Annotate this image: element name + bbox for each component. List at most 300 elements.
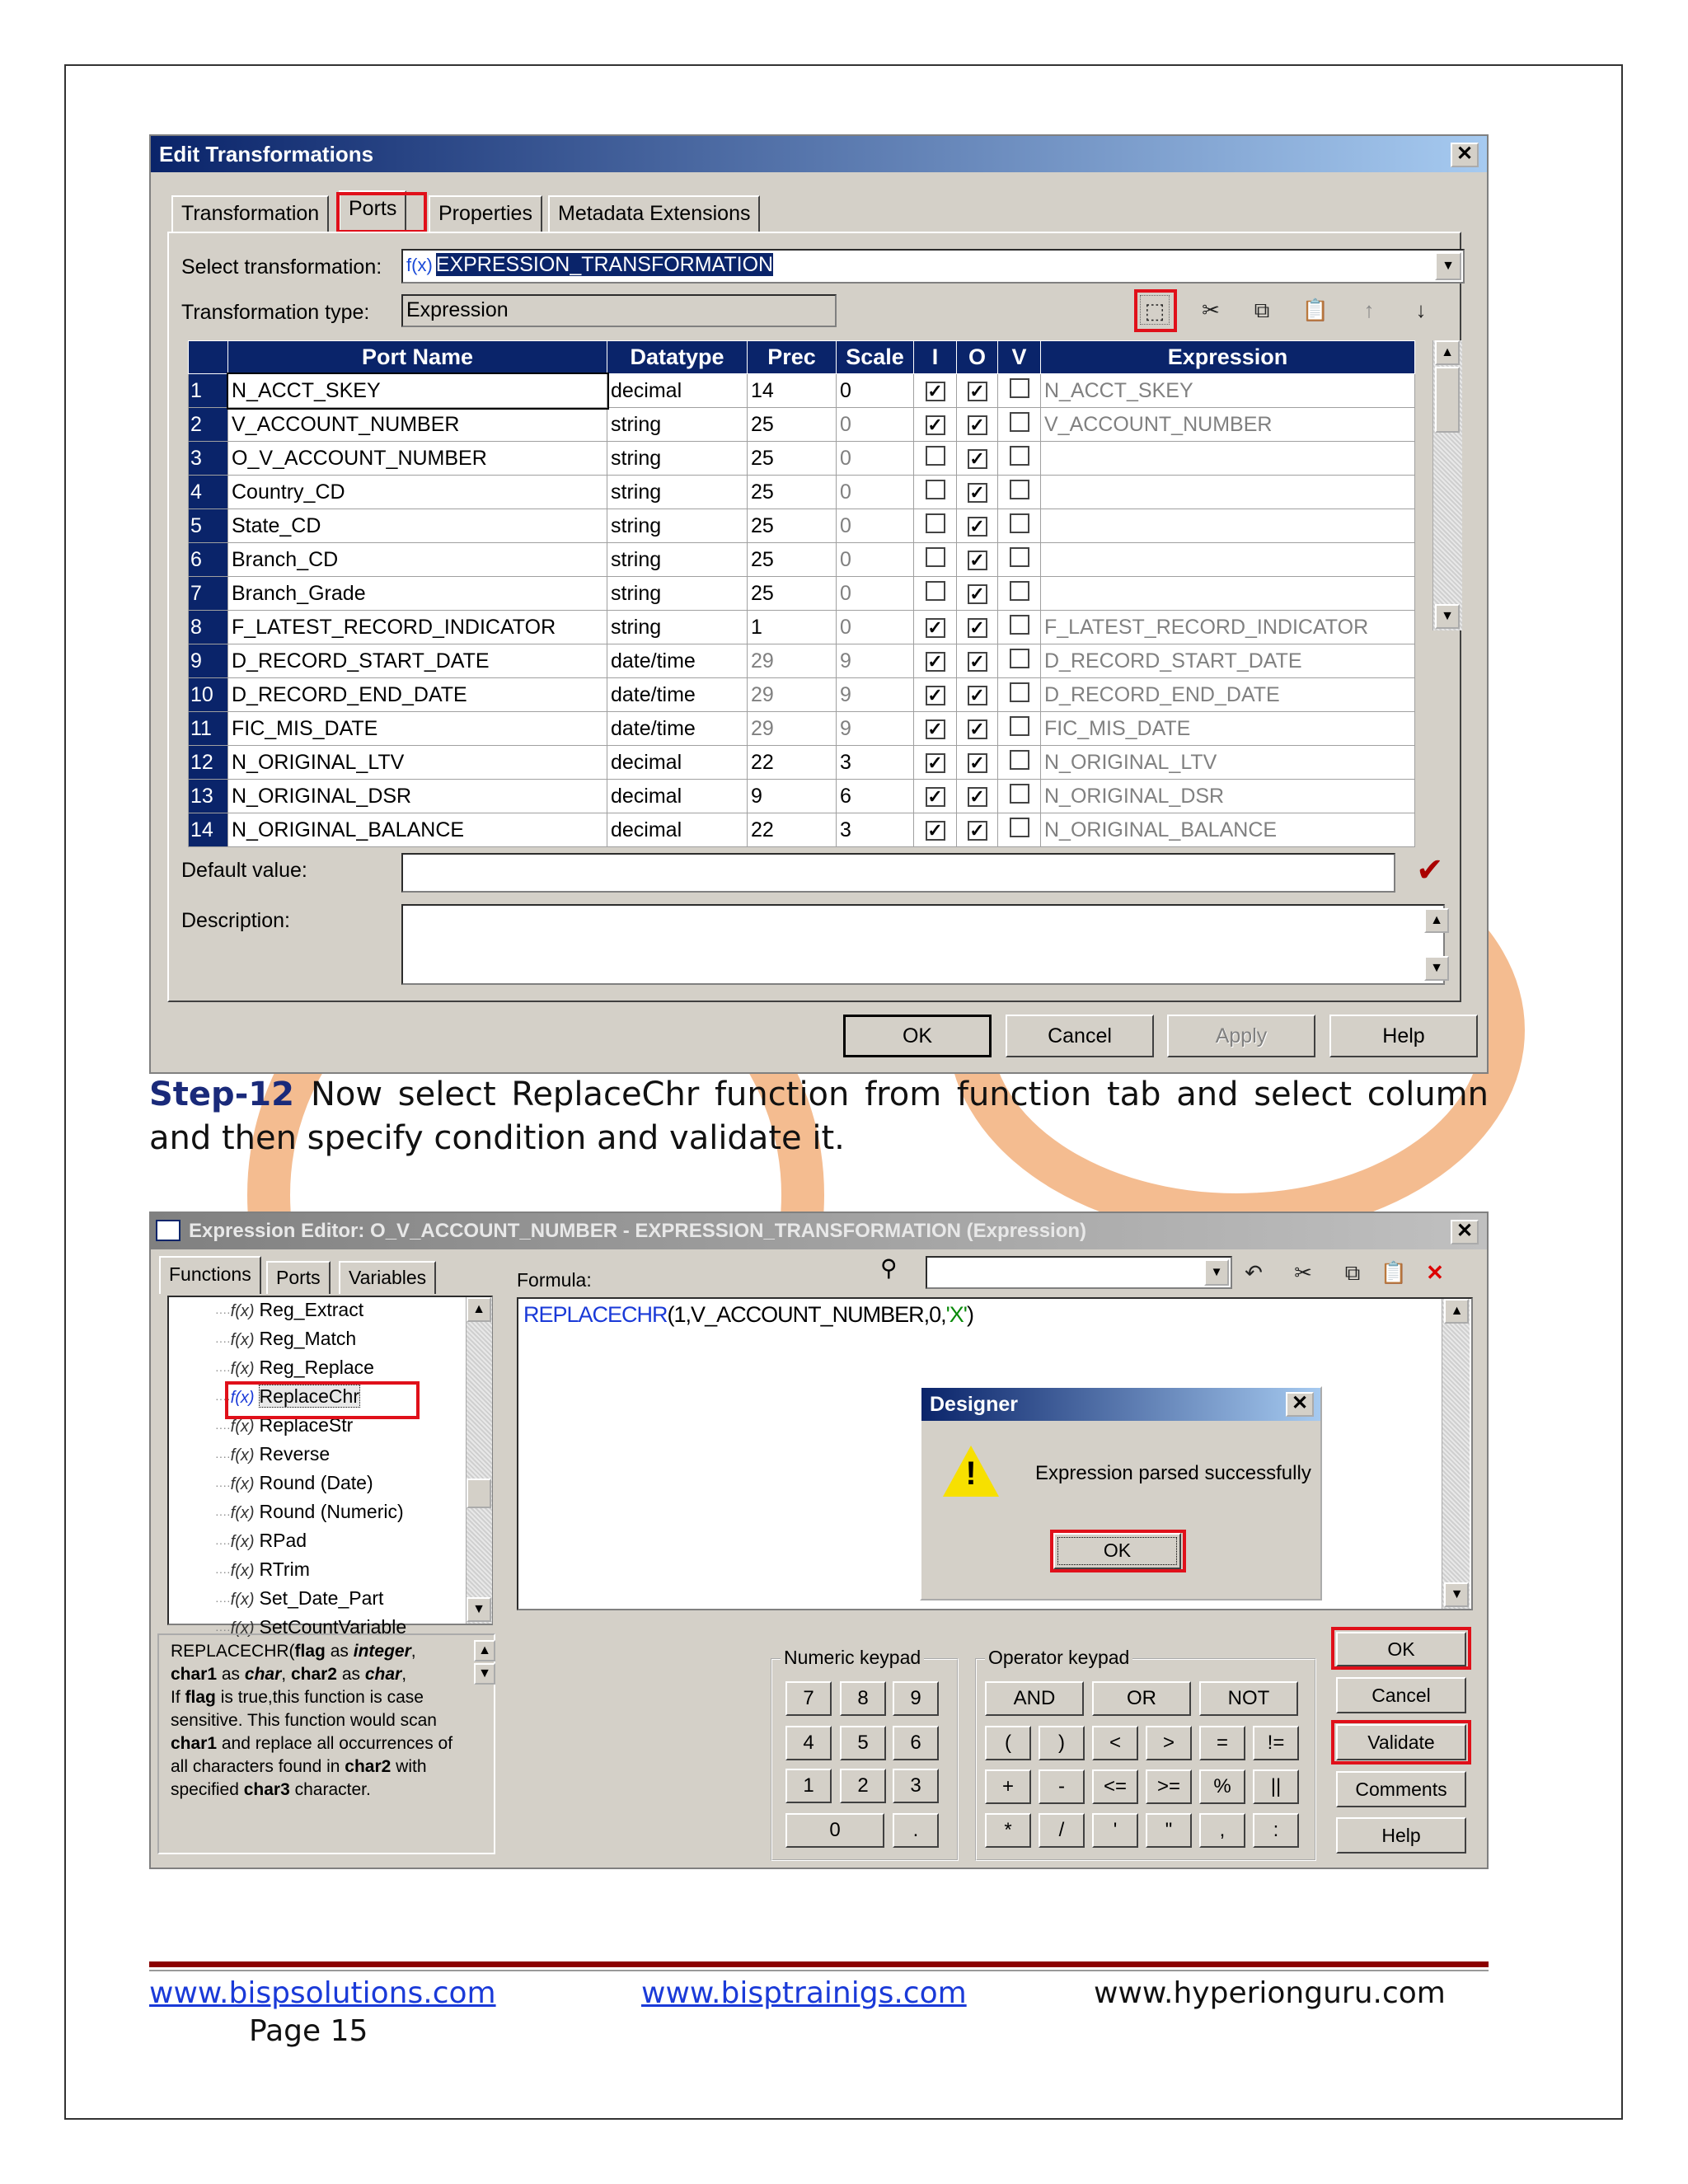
input-checkbox[interactable] [914, 644, 957, 678]
new-port-icon[interactable]: ⬚ [1140, 295, 1170, 325]
output-checkbox[interactable] [957, 780, 998, 813]
checkbox-icon[interactable]: ✓ [926, 415, 945, 435]
window-icon [156, 1220, 181, 1241]
datatype-cell[interactable]: date/time [607, 712, 748, 746]
checkbox-icon[interactable]: ✓ [968, 652, 987, 672]
expression-cell[interactable]: N_ORIGINAL_LTV [1041, 746, 1415, 780]
ok-button[interactable]: OK [843, 1015, 992, 1057]
checkbox-icon[interactable]: ✓ [968, 449, 987, 469]
close-icon[interactable]: ✕ [1451, 143, 1479, 167]
table-row[interactable] [189, 611, 1415, 644]
col-prec[interactable]: Prec [748, 341, 837, 374]
help-scroll-up-icon[interactable]: ▲ [474, 1640, 495, 1661]
help-char2: char2 [290, 1665, 337, 1684]
input-checkbox[interactable] [914, 476, 957, 509]
expression-cell[interactable]: FIC_MIS_DATE [1041, 712, 1415, 746]
scale-cell[interactable]: 0 [837, 509, 914, 543]
numeric-key[interactable]: . [893, 1813, 939, 1848]
editor-paste-icon[interactable]: 📋 [1380, 1260, 1408, 1285]
help-char1: char1 [171, 1665, 218, 1684]
prec-cell[interactable]: 22 [748, 813, 837, 847]
checkbox-icon[interactable]: ✓ [926, 618, 945, 638]
function-item[interactable] [215, 1414, 353, 1436]
output-checkbox[interactable] [957, 442, 998, 476]
output-checkbox[interactable] [957, 644, 998, 678]
output-checkbox[interactable] [957, 374, 998, 408]
output-checkbox[interactable] [957, 712, 998, 746]
col-scale[interactable]: Scale [837, 341, 914, 374]
checkbox-icon[interactable]: ✓ [968, 618, 987, 638]
tab-functions[interactable]: Functions [159, 1256, 261, 1294]
scale-cell[interactable]: 6 [837, 780, 914, 813]
output-checkbox[interactable] [957, 678, 998, 712]
output-checkbox[interactable] [957, 509, 998, 543]
copy-icon[interactable]: ⧉ [1254, 298, 1270, 322]
function-item[interactable] [215, 1587, 383, 1610]
port-name-cell[interactable]: D_RECORD_END_DATE [228, 678, 607, 712]
output-checkbox[interactable] [957, 577, 998, 611]
port-name-cell[interactable]: Branch_CD [228, 543, 607, 577]
function-label: Round (Numeric) [259, 1501, 404, 1522]
table-row[interactable] [189, 408, 1415, 442]
datatype-cell[interactable]: date/time [607, 678, 748, 712]
operator-key[interactable]: , [1199, 1813, 1245, 1848]
functions-tree [167, 1296, 493, 1638]
checkbox-icon[interactable] [1010, 682, 1029, 702]
prec-cell[interactable]: 29 [748, 712, 837, 746]
output-checkbox[interactable] [957, 408, 998, 442]
numeric-key[interactable]: 5 [840, 1726, 886, 1760]
operator-key[interactable]: % [1199, 1769, 1245, 1804]
input-checkbox[interactable] [914, 577, 957, 611]
help-scroll-down-icon[interactable]: ▼ [474, 1663, 495, 1685]
checkbox-icon[interactable]: ✓ [926, 686, 945, 705]
numeric-key[interactable]: 8 [840, 1681, 886, 1716]
formula-scrollbar[interactable] [1442, 1299, 1470, 1609]
operator-key[interactable]: / [1039, 1813, 1085, 1848]
function-item[interactable] [215, 1530, 307, 1552]
functions-scroll-thumb[interactable] [467, 1479, 491, 1508]
variable-checkbox[interactable] [998, 476, 1041, 509]
function-icon: f(x) [230, 1591, 255, 1609]
input-checkbox[interactable] [914, 408, 957, 442]
default-value-label: Default value: [181, 859, 307, 882]
output-checkbox[interactable] [957, 746, 998, 780]
variable-checkbox[interactable] [998, 746, 1041, 780]
operator-word-key[interactable]: AND [985, 1681, 1084, 1716]
scale-cell[interactable]: 0 [837, 408, 914, 442]
datatype-cell[interactable]: string [607, 476, 748, 509]
operator-key[interactable]: " [1146, 1813, 1192, 1848]
help-button[interactable]: Help [1329, 1015, 1478, 1057]
port-name-cell[interactable]: N_ACCT_SKEY [228, 374, 607, 408]
expression-cell[interactable]: V_ACCOUNT_NUMBER [1041, 408, 1415, 442]
function-label: Reg_Replace [259, 1357, 374, 1378]
operator-key[interactable]: - [1039, 1769, 1085, 1804]
functions-scrollbar[interactable] [466, 1297, 492, 1624]
input-checkbox[interactable] [914, 780, 957, 813]
checkbox-icon[interactable] [1010, 649, 1029, 668]
col-output[interactable]: O [957, 341, 998, 374]
prec-cell[interactable]: 25 [748, 509, 837, 543]
function-item[interactable] [215, 1299, 363, 1321]
description-scroll-down-icon[interactable]: ▼ [1424, 956, 1449, 981]
table-row[interactable] [189, 577, 1415, 611]
tab-ports-editor[interactable]: Ports [266, 1261, 331, 1294]
function-item[interactable] [215, 1472, 373, 1494]
variable-checkbox[interactable] [998, 644, 1041, 678]
tree-connector: ···· [215, 1565, 231, 1578]
editor-copy-icon[interactable]: ⧉ [1344, 1260, 1361, 1285]
checkbox-icon[interactable]: ✓ [968, 584, 987, 604]
prec-cell[interactable]: 1 [748, 611, 837, 644]
footer-link-bispsolutions[interactable]: www.bispsolutions.com [149, 1976, 496, 2010]
input-checkbox[interactable] [914, 611, 957, 644]
move-up-icon[interactable]: ↑ [1363, 298, 1375, 322]
function-item[interactable] [215, 1328, 356, 1350]
port-name-cell[interactable]: O_V_ACCOUNT_NUMBER [228, 442, 607, 476]
scroll-down-icon[interactable]: ▼ [1435, 604, 1460, 629]
port-name-cell[interactable]: F_LATEST_RECORD_INDICATOR [228, 611, 607, 644]
editor-cancel-button[interactable]: Cancel [1336, 1677, 1466, 1713]
table-row[interactable] [189, 374, 1415, 408]
input-checkbox[interactable] [914, 543, 957, 577]
checkbox-icon[interactable]: ✓ [968, 753, 987, 773]
step-instruction-1: Now select ReplaceChr function from function tab and select column [310, 1076, 1489, 1113]
checkbox-icon[interactable] [1010, 547, 1029, 567]
scroll-thumb[interactable] [1435, 367, 1460, 433]
ports-table [188, 340, 1415, 847]
help-flag: flag [294, 1642, 326, 1661]
checkbox-icon[interactable]: ✓ [926, 652, 945, 672]
datatype-cell[interactable]: decimal [607, 813, 748, 847]
prec-cell[interactable]: 14 [748, 374, 837, 408]
operator-key[interactable]: ' [1092, 1813, 1138, 1848]
variable-checkbox[interactable] [998, 577, 1041, 611]
operator-key[interactable]: : [1253, 1813, 1299, 1848]
operator-key[interactable]: ) [1039, 1726, 1085, 1760]
prec-cell[interactable]: 25 [748, 543, 837, 577]
prec-cell[interactable]: 25 [748, 408, 837, 442]
formula-scroll-up-icon[interactable]: ▲ [1444, 1299, 1469, 1324]
numeric-key[interactable]: 9 [893, 1681, 939, 1716]
numeric-key[interactable]: 1 [785, 1769, 832, 1803]
help-body-flag: flag [185, 1688, 216, 1707]
output-checkbox[interactable] [957, 476, 998, 509]
variable-checkbox[interactable] [998, 780, 1041, 813]
cut-icon[interactable]: ✂ [1202, 298, 1220, 322]
checkbox-icon[interactable]: ✓ [968, 686, 987, 705]
binoculars-icon[interactable]: ⚲ [880, 1255, 898, 1281]
input-checkbox[interactable] [914, 374, 957, 408]
operator-key[interactable]: >= [1146, 1769, 1192, 1804]
description-textarea[interactable] [401, 904, 1445, 985]
col-datatype[interactable]: Datatype [607, 341, 748, 374]
formula-arguments: (1,V_ACCOUNT_NUMBER,0, [667, 1302, 946, 1327]
scale-cell[interactable]: 9 [837, 644, 914, 678]
datatype-cell[interactable]: string [607, 509, 748, 543]
table-row[interactable] [189, 509, 1415, 543]
function-help-text: REPLACECHR(flag as integer, char1 as char, char2 as char, If flag is true,this function is case sensitive. This function would scan char1 and replace all occurrences of all characters found in char2 with specified char3 character. [171, 1642, 453, 1799]
operator-key[interactable]: + [985, 1769, 1031, 1804]
checkbox-icon[interactable] [1010, 581, 1029, 601]
formula-scroll-down-icon[interactable]: ▼ [1444, 1582, 1469, 1607]
numeric-key[interactable]: 7 [785, 1681, 832, 1716]
port-name-cell[interactable]: D_RECORD_START_DATE [228, 644, 607, 678]
operator-keypad-label: Operator keypad [985, 1647, 1132, 1669]
scale-cell[interactable]: 0 [837, 611, 914, 644]
find-combobox[interactable] [926, 1256, 1232, 1289]
function-icon: f(x) [230, 1446, 255, 1465]
checkbox-icon[interactable] [1010, 615, 1029, 635]
expression-cell[interactable]: D_RECORD_END_DATE [1041, 678, 1415, 712]
scroll-up-icon[interactable]: ▲ [1435, 340, 1460, 365]
table-row[interactable] [189, 476, 1415, 509]
footer-link-bisptrainigs[interactable]: www.bisptrainigs.com [641, 1976, 967, 2010]
table-row[interactable] [189, 712, 1415, 746]
prec-cell[interactable]: 29 [748, 644, 837, 678]
checkbox-icon[interactable] [1010, 818, 1029, 837]
datatype-cell[interactable]: string [607, 543, 748, 577]
checkbox-icon[interactable] [1010, 378, 1029, 398]
operator-key[interactable]: <= [1092, 1769, 1138, 1804]
checkbox-icon[interactable]: ✓ [968, 382, 987, 401]
output-checkbox[interactable] [957, 813, 998, 847]
checkbox-icon[interactable] [1010, 784, 1029, 804]
checkbox-icon[interactable]: ✓ [968, 821, 987, 841]
datatype-cell[interactable]: string [607, 611, 748, 644]
output-checkbox[interactable] [957, 543, 998, 577]
checkbox-icon[interactable] [1010, 480, 1029, 499]
operator-key[interactable]: > [1146, 1726, 1192, 1760]
datatype-cell[interactable]: decimal [607, 746, 748, 780]
function-label: Reg_Extract [259, 1299, 364, 1320]
ports-scrollbar[interactable] [1432, 340, 1462, 630]
checkbox-icon[interactable]: ✓ [968, 483, 987, 503]
input-checkbox[interactable] [914, 678, 957, 712]
default-value-input[interactable] [401, 853, 1395, 893]
scale-cell[interactable]: 9 [837, 678, 914, 712]
input-checkbox[interactable] [914, 813, 957, 847]
col-input[interactable]: I [914, 341, 957, 374]
table-row[interactable] [189, 780, 1415, 813]
footer-rule-shadow [149, 1970, 1489, 1971]
variable-checkbox[interactable] [998, 442, 1041, 476]
numeric-key[interactable]: 0 [785, 1813, 884, 1848]
function-item[interactable] [215, 1385, 359, 1408]
table-row[interactable] [189, 442, 1415, 476]
tree-connector: ···· [215, 1421, 231, 1434]
description-scroll-up-icon[interactable]: ▲ [1424, 908, 1449, 933]
prec-cell[interactable]: 9 [748, 780, 837, 813]
expression-cell[interactable]: N_ACCT_SKEY [1041, 374, 1415, 408]
row-number: 14 [189, 813, 228, 847]
scale-cell[interactable]: 3 [837, 746, 914, 780]
cancel-button[interactable]: Cancel [1006, 1015, 1154, 1057]
operator-key[interactable]: < [1092, 1726, 1138, 1760]
checkbox-icon[interactable]: ✓ [968, 551, 987, 570]
checkbox-icon[interactable] [1010, 513, 1029, 533]
checkbox-icon[interactable]: ✓ [926, 753, 945, 773]
numeric-key[interactable]: 3 [893, 1769, 939, 1803]
prec-cell[interactable]: 25 [748, 442, 837, 476]
tab-properties[interactable]: Properties [429, 195, 542, 232]
paste-icon[interactable]: 📋 [1301, 298, 1329, 322]
col-variable[interactable]: V [998, 341, 1041, 374]
editor-cut-icon[interactable]: ✂ [1294, 1260, 1312, 1285]
variable-checkbox[interactable] [998, 543, 1041, 577]
delete-icon[interactable]: ✕ [1426, 1260, 1444, 1285]
select-transformation-dropdown[interactable] [401, 249, 1465, 284]
scale-cell[interactable]: 0 [837, 543, 914, 577]
prec-cell[interactable]: 29 [748, 678, 837, 712]
numeric-key[interactable]: 6 [893, 1726, 939, 1760]
apply-button[interactable]: Apply [1167, 1015, 1315, 1057]
col-expression[interactable]: Expression [1041, 341, 1415, 374]
function-item[interactable] [215, 1443, 330, 1465]
port-name-cell[interactable]: Branch_Grade [228, 577, 607, 611]
chevron-down-icon[interactable]: ▼ [1435, 252, 1461, 280]
checkbox-icon[interactable] [926, 480, 945, 499]
operator-word-key[interactable]: OR [1092, 1681, 1191, 1716]
operator-key[interactable]: * [985, 1813, 1031, 1848]
operator-word-key[interactable]: NOT [1199, 1681, 1298, 1716]
expression-editor-close-icon[interactable]: ✕ [1451, 1220, 1479, 1244]
designer-ok-button[interactable]: OK [1053, 1533, 1181, 1569]
checkbox-icon[interactable]: ✓ [926, 787, 945, 807]
tab-variables[interactable]: Variables [339, 1261, 436, 1294]
operator-key[interactable]: != [1253, 1726, 1299, 1760]
port-name-cell[interactable]: N_ORIGINAL_DSR [228, 780, 607, 813]
checkbox-icon[interactable] [1010, 412, 1029, 432]
checkbox-icon[interactable] [926, 581, 945, 601]
scale-cell[interactable]: 0 [837, 374, 914, 408]
variable-checkbox[interactable] [998, 611, 1041, 644]
checkbox-icon[interactable] [1010, 750, 1029, 770]
port-name-cell[interactable]: Country_CD [228, 476, 607, 509]
datatype-cell[interactable]: decimal [607, 780, 748, 813]
functions-scroll-down-icon[interactable]: ▼ [467, 1597, 491, 1622]
tree-connector: ···· [215, 1507, 231, 1521]
col-port-name[interactable]: Port Name [228, 341, 607, 374]
table-row[interactable] [189, 746, 1415, 780]
variable-checkbox[interactable] [998, 678, 1041, 712]
datatype-cell[interactable]: string [607, 577, 748, 611]
expression-cell[interactable]: N_ORIGINAL_DSR [1041, 780, 1415, 813]
tab-metadata-extensions[interactable]: Metadata Extensions [548, 195, 760, 232]
expression-cell[interactable] [1041, 543, 1415, 577]
variable-checkbox[interactable] [998, 408, 1041, 442]
checkbox-icon[interactable]: ✓ [968, 787, 987, 807]
function-item[interactable] [215, 1357, 374, 1379]
table-row[interactable] [189, 813, 1415, 847]
help-body-1: If [171, 1688, 185, 1707]
checkbox-icon[interactable]: ✓ [926, 382, 945, 401]
help-body-char3: char3 [243, 1780, 290, 1799]
tab-transformation[interactable]: Transformation [171, 195, 329, 232]
operator-key[interactable]: || [1253, 1769, 1299, 1804]
checkbox-icon[interactable] [1010, 716, 1029, 736]
function-item[interactable] [215, 1501, 404, 1523]
prec-cell[interactable]: 22 [748, 746, 837, 780]
checkbox-icon[interactable] [1010, 446, 1029, 466]
editor-validate-button[interactable]: Validate [1336, 1724, 1466, 1760]
tree-connector: ···· [215, 1479, 231, 1492]
checkbox-icon[interactable] [926, 446, 945, 466]
numeric-key[interactable]: 2 [840, 1769, 886, 1803]
prec-cell[interactable]: 25 [748, 577, 837, 611]
checkbox-icon[interactable]: ✓ [968, 719, 987, 739]
expression-cell[interactable] [1041, 476, 1415, 509]
editor-help-button[interactable]: Help [1336, 1817, 1466, 1854]
output-checkbox[interactable] [957, 611, 998, 644]
table-row[interactable] [189, 543, 1415, 577]
designer-close-icon[interactable]: ✕ [1286, 1392, 1314, 1417]
input-checkbox[interactable] [914, 746, 957, 780]
checkbox-icon[interactable] [926, 547, 945, 567]
datatype-cell[interactable]: date/time [607, 644, 748, 678]
scale-cell[interactable]: 3 [837, 813, 914, 847]
checkbox-icon[interactable] [926, 513, 945, 533]
port-name-cell[interactable]: V_ACCOUNT_NUMBER [228, 408, 607, 442]
functions-scroll-up-icon[interactable]: ▲ [467, 1297, 491, 1322]
checkbox-icon[interactable]: ✓ [926, 821, 945, 841]
checkbox-icon[interactable]: ✓ [968, 517, 987, 537]
expression-cell[interactable]: F_LATEST_RECORD_INDICATOR [1041, 611, 1415, 644]
input-checkbox[interactable] [914, 442, 957, 476]
port-name-cell[interactable]: State_CD [228, 509, 607, 543]
port-name-cell[interactable]: FIC_MIS_DATE [228, 712, 607, 746]
port-name-cell[interactable]: N_ORIGINAL_BALANCE [228, 813, 607, 847]
find-chevron-down-icon[interactable]: ▼ [1204, 1259, 1229, 1286]
editor-ok-button[interactable]: OK [1336, 1632, 1466, 1666]
scale-cell[interactable]: 0 [837, 476, 914, 509]
port-name-cell[interactable]: N_ORIGINAL_LTV [228, 746, 607, 780]
scale-cell[interactable]: 9 [837, 712, 914, 746]
operator-key[interactable]: = [1199, 1726, 1245, 1760]
table-row[interactable] [189, 678, 1415, 712]
checkbox-icon[interactable]: ✓ [968, 415, 987, 435]
scale-cell[interactable]: 0 [837, 577, 914, 611]
variable-checkbox[interactable] [998, 712, 1041, 746]
operator-key[interactable]: ( [985, 1726, 1031, 1760]
checkbox-icon[interactable]: ✓ [926, 719, 945, 739]
prec-cell[interactable]: 25 [748, 476, 837, 509]
move-down-icon[interactable]: ↓ [1415, 298, 1427, 322]
expression-cell[interactable] [1041, 442, 1415, 476]
variable-checkbox[interactable] [998, 509, 1041, 543]
table-row[interactable] [189, 644, 1415, 678]
function-item[interactable] [215, 1558, 310, 1581]
expression-cell[interactable]: N_ORIGINAL_BALANCE [1041, 813, 1415, 847]
expression-cell[interactable] [1041, 509, 1415, 543]
scale-cell[interactable]: 0 [837, 442, 914, 476]
tab-ports[interactable]: Ports [339, 190, 406, 232]
input-checkbox[interactable] [914, 712, 957, 746]
datatype-cell[interactable]: string [607, 442, 748, 476]
variable-checkbox[interactable] [998, 813, 1041, 847]
datatype-cell[interactable]: decimal [607, 374, 748, 408]
undo-icon[interactable]: ↶ [1245, 1260, 1263, 1285]
expression-cell[interactable]: D_RECORD_START_DATE [1041, 644, 1415, 678]
editor-comments-button[interactable]: Comments [1336, 1771, 1466, 1807]
variable-checkbox[interactable] [998, 374, 1041, 408]
validate-checkmark-icon[interactable]: ✔ [1416, 852, 1444, 888]
datatype-cell[interactable]: string [607, 408, 748, 442]
numeric-key[interactable]: 4 [785, 1726, 832, 1760]
expression-cell[interactable] [1041, 577, 1415, 611]
input-checkbox[interactable] [914, 509, 957, 543]
